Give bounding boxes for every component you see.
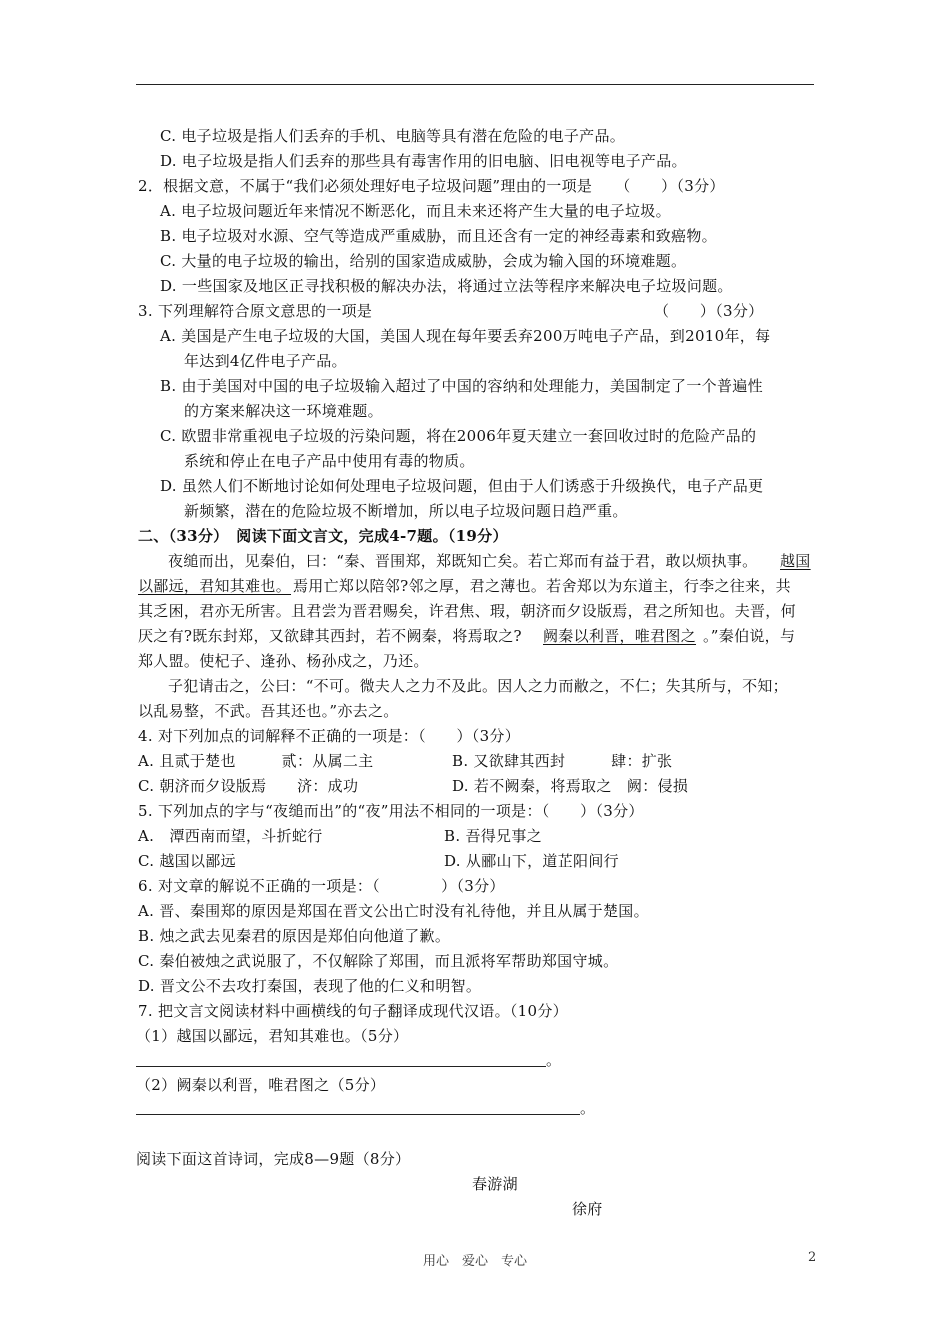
section-two-heading: 二、（33分） 阅读下面文言文，完成4-7题。（19分） [138, 527, 508, 545]
q7-part-1: （1）越国以鄙远，君知其难也。（5分） [136, 1027, 409, 1045]
q4-option-d: D. 若不阙秦，将焉取之 阙：侵损 [452, 777, 689, 795]
q2-option-c: C. 大量的电子垃圾的输出，给别的国家造成威胁，会成为输入国的环境难题。 [160, 252, 687, 270]
q5-stem: 5. 下列加点的字与“夜缒而出”的“夜”用法不相同的一项是：（ ）（3分） [138, 802, 644, 820]
q1-option-c: C. 电子垃圾是指人们丢弃的手机、电脑等具有潜在危险的电子产品。 [160, 127, 626, 145]
q4-stem: 4. 对下列加点的词解释不正确的一项是：（ ）（3分） [138, 727, 521, 745]
q3-stem: 3. 下列理解符合原文意思的一项是 [138, 302, 373, 320]
passage-underline-1b: 以鄙远，君知其难也。 [138, 577, 292, 595]
q2-option-d: D. 一些国家及地区正寻找积极的解决办法，将通过立法等程序来解决电子垃圾问题。 [160, 277, 733, 295]
passage-line-5: 郑人盟。使杞子、逢孙、杨孙戍之，乃还。 [138, 652, 429, 670]
header-rule [136, 84, 814, 85]
q3-option-c: C. 欧盟非常重视电子垃圾的污染问题，将在2006年夏天建立一套回收过时的危险产品的 [160, 427, 757, 445]
q5-option-a: A. 潭西南而望，斗折蛇行 [138, 827, 323, 845]
q3-option-a-cont: 年达到4亿件电子产品。 [184, 352, 347, 370]
q5-option-c: C. 越国以鄙远 [138, 852, 236, 870]
q3-option-d-cont: 新频繁，潜在的危险垃圾不断增加，所以电子垃圾问题日趋严重。 [184, 502, 628, 520]
q7-stem: 7. 把文言文阅读材料中画横线的句子翻译成现代汉语。（10分） [138, 1002, 568, 1020]
answer-line-1[interactable] [136, 1066, 546, 1067]
q3-option-d: D. 虽然人们不断地讨论如何处理电子垃圾问题，但由于人们诱惑于升级换代，电子产品更 [160, 477, 764, 495]
q4-option-b: B. 又欲肆其西封 肆：扩张 [452, 752, 673, 770]
answer-line-2[interactable] [136, 1114, 580, 1115]
q3-answer-blank: （ ）（3分） [654, 302, 764, 320]
answer-line-2-period: 。 [580, 1099, 596, 1117]
passage-line-4: 厌之有?既东封郑，又欲肆其西封，若不阙秦，将焉取之? [138, 627, 522, 645]
q6-option-a: A. 晋、秦围郑的原因是郑国在晋文公出亡时没有礼待他，并且从属于楚国。 [138, 902, 649, 920]
passage-line-1: 夜缒而出，见秦伯，曰：“秦、晋围郑，郑既知亡矣。若亡郑而有益于君，敢以烦执事。 [168, 552, 758, 570]
q3-option-a: A. 美国是产生电子垃圾的大国，美国人现在每年要丢弃200万吨电子产品，到2010年，每 [160, 327, 771, 345]
q7-part-2: （2）阙秦以利晋，唯君图之（5分） [136, 1076, 386, 1094]
poem-title: 春游湖 [472, 1175, 518, 1193]
q3-option-b: B. 由于美国对中国的电子垃圾输入超过了中国的容纳和处理能力，美国制定了一个普遍性 [160, 377, 763, 395]
q2-option-b: B. 电子垃圾对水源、空气等造成严重威胁，而且还含有一定的神经毒素和致癌物。 [160, 227, 717, 245]
passage-line-6: 子犯请击之，公曰：“不可。微夫人之力不及此。因人之力而敝之，不仁；失其所与，不知； [168, 677, 788, 695]
q3-option-c-cont: 系统和停止在电子产品中使用有毒的物质。 [184, 452, 475, 470]
q6-stem: 6. 对文章的解说不正确的一项是：（ ）（3分） [138, 877, 505, 895]
q1-option-d: D. 电子垃圾是指人们丢弃的那些具有毒害作用的旧电脑、旧电视等电子产品。 [160, 152, 687, 170]
passage-line-7: 以乱易整，不武。吾其还也。”亦去之。 [138, 702, 399, 720]
passage-line-4-end: 。”秦伯说，与 [703, 627, 796, 645]
q3-option-b-cont: 的方案来解决这一环境难题。 [184, 402, 383, 420]
passage-underline-1a: 越国 [780, 552, 811, 570]
poem-author: 徐府 [572, 1200, 603, 1218]
passage-underline-2: 阙秦以利晋，唯君图之 [543, 627, 697, 645]
passage-line-2: 焉用亡郑以陪邻?邻之厚，君之薄也。若舍郑以为东道主，行李之往来，共 [293, 577, 791, 595]
poem-instruction: 阅读下面这首诗词，完成8—9题（8分） [136, 1150, 411, 1168]
page-footer: 用心 爱心 专心 [422, 1254, 527, 1269]
q6-option-c: C. 秦伯被烛之武说服了，不仅解除了郑围，而且派将军帮助郑国守城。 [138, 952, 619, 970]
passage-line-3: 其乏困，君亦无所害。且君尝为晋君赐矣，许君焦、瑕，朝济而夕设版焉，君之所知也。夫晋，何 [138, 602, 796, 620]
q5-option-d: D. 从郦山下，道芷阳间行 [444, 852, 619, 870]
q6-option-b: B. 烛之武去见秦君的原因是郑伯向他道了歉。 [138, 927, 451, 945]
page-number: 2 [808, 1250, 817, 1265]
q6-option-d: D. 晋文公不去攻打秦国，表现了他的仁义和明智。 [138, 977, 482, 995]
q5-option-b: B. 吾得兄事之 [444, 827, 542, 845]
q4-option-c: C. 朝济而夕设版焉 济：成功 [138, 777, 359, 795]
answer-line-1-period: 。 [546, 1051, 562, 1069]
q2-stem: 2．根据文意，不属于“我们必须处理好电子垃圾问题”理由的一项是 （ ）（3分） [138, 177, 725, 195]
q2-option-a: A. 电子垃圾问题近年来情况不断恶化，而且未来还将产生大量的电子垃圾。 [160, 202, 671, 220]
q4-option-a: A. 且贰于楚也 贰：从属二主 [138, 752, 374, 770]
